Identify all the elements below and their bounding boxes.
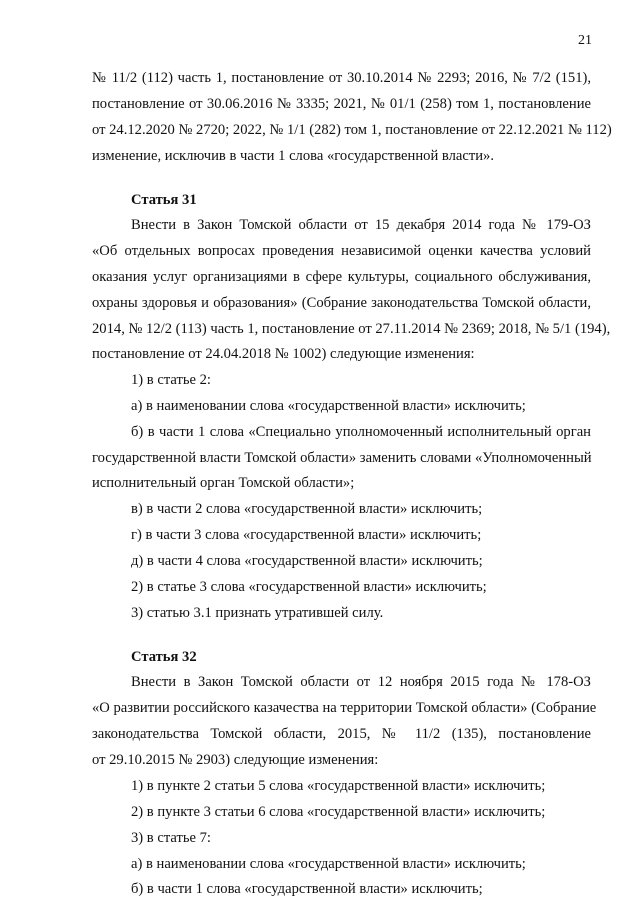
article-31-item-d: д) в части 4 слова «государственной власти» исключить;: [131, 553, 483, 569]
article-31-item-b-line: государственной власти Томской области» заменить словами «Уполномоченный: [92, 450, 592, 466]
article-32-para-line: от 29.10.2015 № 2903) следующие изменения:: [92, 752, 379, 768]
article-32-item-b: б) в части 1 слова «государственной власти» исключить;: [131, 881, 483, 897]
article-32-heading: Статья 32: [131, 649, 197, 665]
article-31-para-line: Внести в Закон Томской области от 15 декабря 2014 года № 179-ОЗ: [131, 217, 591, 233]
page-number: 21: [578, 33, 592, 48]
article-32-item-1: 1) в пункте 2 статьи 5 слова «государственной власти» исключить;: [131, 778, 546, 794]
article-32-item-2: 2) в пункте 3 статьи 6 слова «государственной власти» исключить;: [131, 804, 546, 820]
article-31-item-v: в) в части 2 слова «государственной власти» исключить;: [131, 501, 483, 517]
article-31-item-b-line: исполнительный орган Томской области»;: [92, 475, 355, 491]
article-31-para-line: оказания услуг организациями в сфере культуры, социального обслуживания,: [92, 269, 591, 285]
article-31-item-3: 3) статью 3.1 признать утратившей силу.: [131, 605, 384, 621]
article-31-para-line: 2014, № 12/2 (113) часть 1, постановление от 27.11.2014 № 2369; 2018, № 5/1 (194),: [92, 321, 611, 337]
article-32-item-3: 3) в статье 7:: [131, 830, 211, 846]
article-32-para-line: законодательства Томской области, 2015, № 11/2 (135), постановление: [92, 726, 591, 742]
intro-line: изменение, исключив в части 1 слова «государственной власти».: [92, 148, 494, 164]
article-32-para-line: «О развитии российского казачества на территории Томской области» (Собрание: [92, 700, 597, 716]
intro-line: от 24.12.2020 № 2720; 2022, № 1/1 (282) том 1, постановление от 22.12.2021 № 112): [92, 122, 612, 138]
article-31-item-a: а) в наименовании слова «государственной власти» исключить;: [131, 398, 526, 414]
intro-line: № 11/2 (112) часть 1, постановление от 30.10.2014 № 2293; 2016, № 7/2 (151),: [92, 70, 591, 86]
article-31-para-line: «Об отдельных вопросах проведения независимой оценки качества условий: [92, 243, 591, 259]
article-31-item-2: 2) в статье 3 слова «государственной власти» исключить;: [131, 579, 487, 595]
article-31-para-line: охраны здоровья и образования» (Собрание законодательства Томской области,: [92, 295, 591, 311]
article-32-para-line: Внести в Закон Томской области от 12 ноября 2015 года № 178-ОЗ: [131, 674, 591, 690]
article-31-heading: Статья 31: [131, 192, 197, 208]
article-31-item-1: 1) в статье 2:: [131, 372, 211, 388]
article-31-item-g: г) в части 3 слова «государственной власти» исключить;: [131, 527, 482, 543]
intro-line: постановление от 30.06.2016 № 3335; 2021, № 01/1 (258) том 1, постановление: [92, 96, 591, 112]
article-32-item-a: а) в наименовании слова «государственной власти» исключить;: [131, 856, 526, 872]
article-31-item-b-line: б) в части 1 слова «Специально уполномоченный исполнительный орган: [131, 424, 591, 440]
article-31-para-line: постановление от 24.04.2018 № 1002) следующие изменения:: [92, 346, 475, 362]
